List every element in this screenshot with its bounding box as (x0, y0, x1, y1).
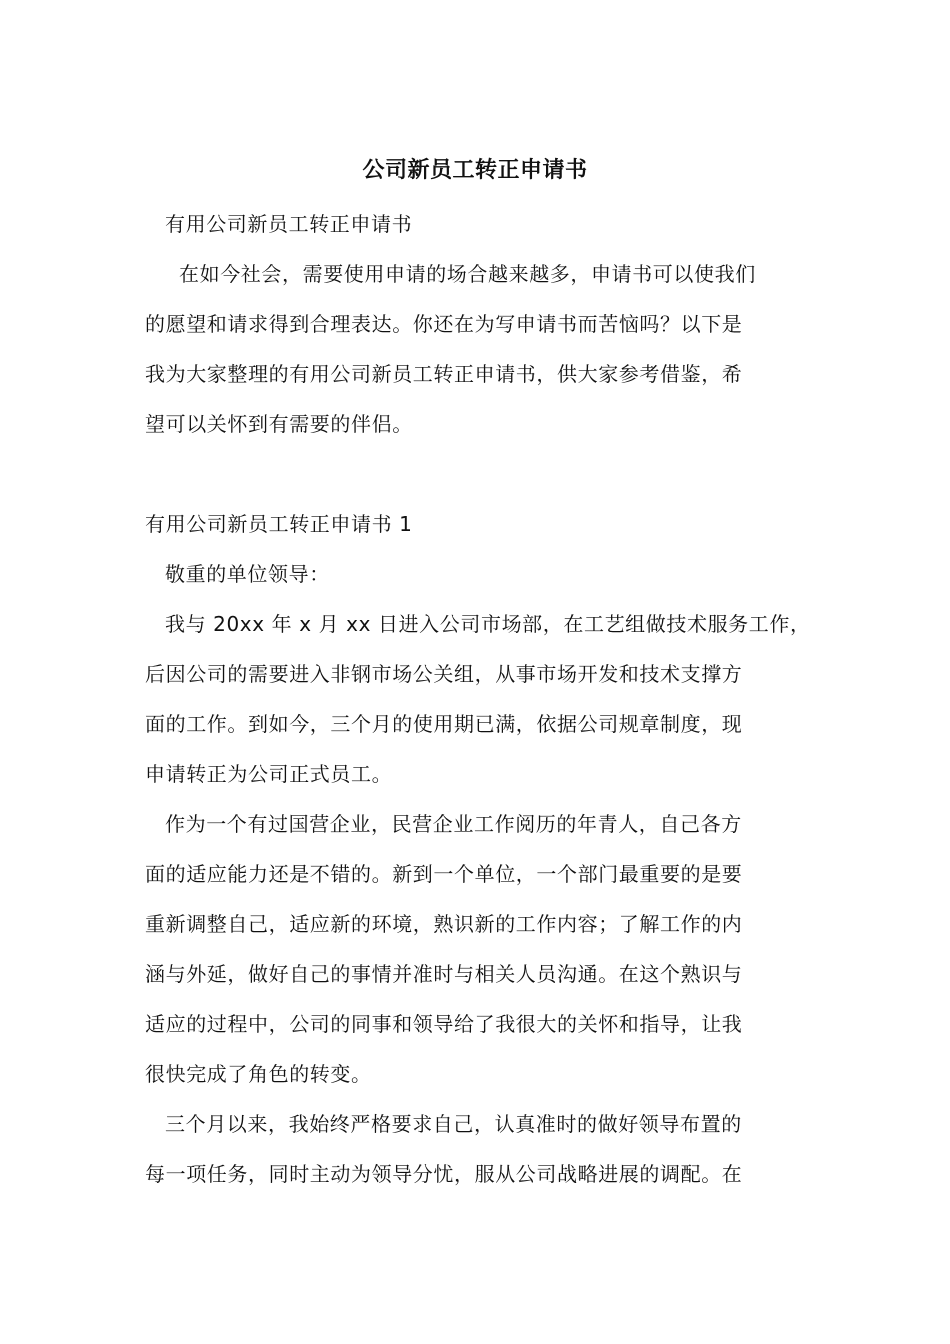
document-page (145, 0, 810, 1344)
section-heading: 有用公司新员工转正申请书 1 (145, 512, 413, 536)
document-title: 公司新员工转正申请书 (362, 158, 588, 183)
intro-line-2: 的愿望和请求得到合理表达。你还在为写申请书而苦恼吗？以下是 (145, 312, 743, 336)
body-para2-line-3: 重新调整自己，适应新的环境，熟识新的工作内容；了解工作的内 (145, 912, 743, 936)
body-para2-line-5: 适应的过程中，公司的同事和领导给了我很大的关怀和指导，让我 (145, 1012, 743, 1036)
body-para2-line-1: 作为一个有过国营企业，民营企业工作阅历的年青人，自己各方 (165, 812, 742, 836)
body-para3-line-1: 三个月以来，我始终严格要求自己，认真准时的做好领导布置的 (165, 1112, 742, 1136)
body-para2-line-6: 很快完成了角色的转变。 (145, 1062, 372, 1086)
intro-line-4: 望可以关怀到有需要的伴侣。 (145, 412, 413, 436)
intro-line-1: 在如今社会，需要使用申请的场合越来越多，申请书可以使我们 (179, 262, 756, 286)
subtitle-line: 有用公司新员工转正申请书 (165, 212, 413, 236)
body-para1-line-3: 面的工作。到如今，三个月的使用期已满，依据公司规章制度，现 (145, 712, 743, 736)
intro-line-3: 我为大家整理的有用公司新员工转正申请书，供大家参考借鉴，希 (145, 362, 743, 386)
body-para2-line-2: 面的适应能力还是不错的。新到一个单位，一个部门最重要的是要 (145, 862, 743, 886)
salutation-line: 敬重的单位领导： (165, 562, 330, 586)
body-para2-line-4: 涵与外延，做好自己的事情并准时与相关人员沟通。在这个熟识与 (145, 962, 743, 986)
body-para1-line-2: 后因公司的需要进入非钢市场公关组，从事市场开发和技术支撑方 (145, 662, 743, 686)
body-para3-line-2: 每一项任务，同时主动为领导分忧，服从公司战略进展的调配。在 (145, 1162, 743, 1186)
body-para1-line-1: 我与 20xx 年 x 月 xx 日进入公司市场部，在工艺组做技术服务工作， (165, 612, 811, 636)
body-para1-line-4: 申请转正为公司正式员工。 (145, 762, 393, 786)
